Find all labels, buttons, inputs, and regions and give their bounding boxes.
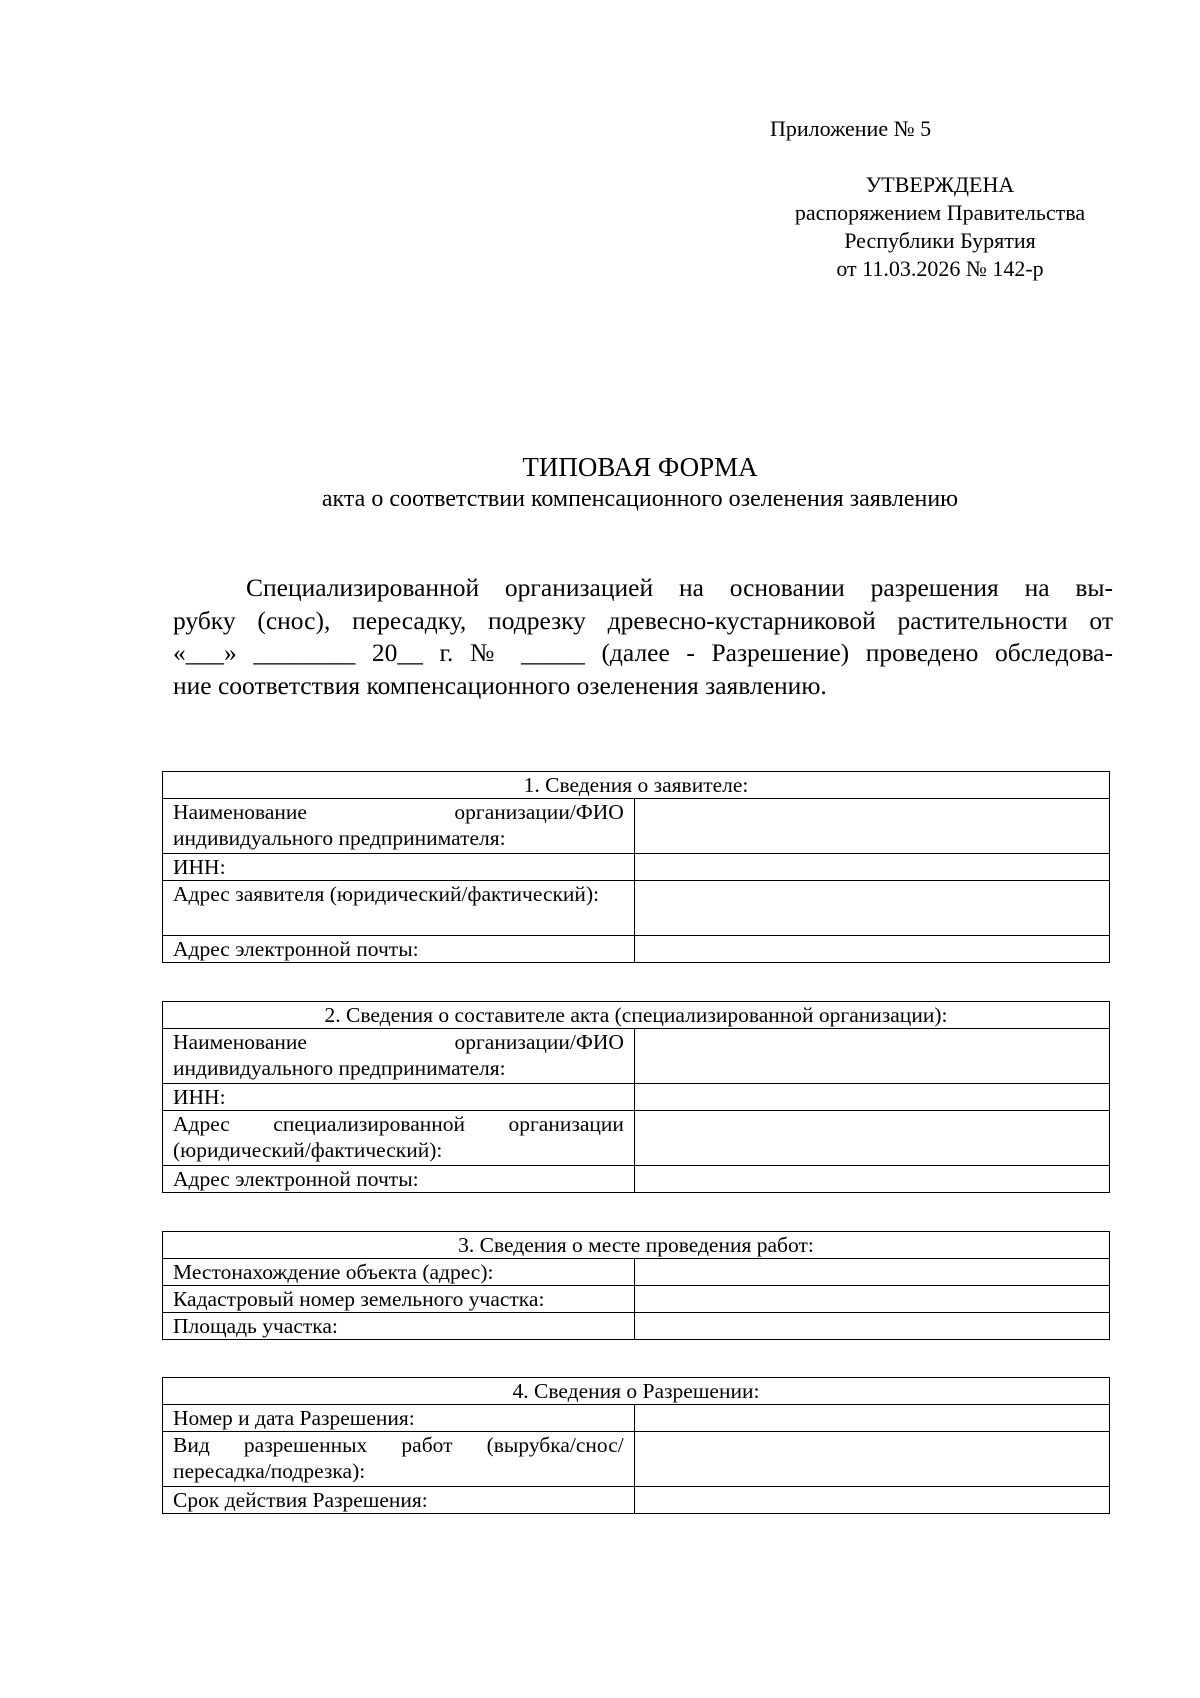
section-heading: 1. Сведения о заявителе: xyxy=(163,772,1110,799)
approved-region-line: Республики Бурятия xyxy=(844,228,1036,253)
field-value-cell[interactable] xyxy=(634,1259,1109,1286)
intro-line-3: «___» ________ 20__ г. № _____ (далее - Разрешение) проведено обследова- xyxy=(173,638,1113,667)
section-heading: 2. Сведения о составителе акта (специализированной организации): xyxy=(163,1002,1110,1029)
field-value-cell[interactable] xyxy=(634,854,1109,881)
form-subtitle: акта о соответствии компенсационного озеленения заявлению xyxy=(321,486,959,512)
field-label: Наименование организации/ФИО индивидуального предпринимателя: xyxy=(163,1029,635,1084)
field-label: Адрес заявителя (юридический/фактический): xyxy=(163,881,635,936)
field-value-cell[interactable] xyxy=(634,1166,1109,1193)
field-label: ИНН: xyxy=(163,854,635,881)
intro-paragraph xyxy=(173,572,1113,702)
field-label: Адрес электронной почты: xyxy=(163,936,635,963)
appendix-number: Приложение № 5 xyxy=(770,116,932,141)
field-label: Площадь участка: xyxy=(163,1313,635,1340)
section-heading: 4. Сведения о Разрешении: xyxy=(163,1378,1110,1405)
field-value-cell[interactable] xyxy=(634,1029,1109,1084)
field-label: Наименование организации/ФИО индивидуального предпринимателя: xyxy=(163,799,635,854)
section-author-table xyxy=(162,1001,1110,1193)
approval-block xyxy=(700,171,1180,283)
approved-date-line: от 11.03.2026 № 142-р xyxy=(836,256,1044,281)
field-value-cell[interactable] xyxy=(634,1286,1109,1313)
section-permit-table xyxy=(162,1377,1110,1514)
field-value-cell[interactable] xyxy=(634,1432,1109,1487)
field-value-cell[interactable] xyxy=(634,1111,1109,1166)
field-label: Вид разрешенных работ (вырубка/снос/ пересадка/подрезка): xyxy=(163,1432,635,1487)
form-title: ТИПОВАЯ ФОРМА xyxy=(522,452,758,482)
field-value-cell[interactable] xyxy=(634,1084,1109,1111)
section-heading: 3. Сведения о месте проведения работ: xyxy=(163,1232,1110,1259)
field-value-cell[interactable] xyxy=(634,1487,1109,1514)
intro-line-1: Специализированной организацией на основании разрешения на вы- xyxy=(246,573,1113,602)
field-value-cell[interactable] xyxy=(634,936,1109,963)
field-label: Адрес специализированной организации (юридический/фактический): xyxy=(163,1111,635,1166)
field-value-cell[interactable] xyxy=(634,881,1109,936)
section-applicant-table xyxy=(162,771,1110,963)
field-label: ИНН: xyxy=(163,1084,635,1111)
intro-line-2: рубку (снос), пересадку, подрезку древесно-кустарниковой растительности от xyxy=(173,605,1113,635)
section-site-table xyxy=(162,1231,1110,1340)
field-value-cell[interactable] xyxy=(634,1313,1109,1340)
intro-line-4: ние соответствия компенсационного озеленения заявлению. xyxy=(173,670,827,700)
field-value-cell[interactable] xyxy=(634,1405,1109,1432)
field-label: Кадастровый номер земельного участка: xyxy=(163,1286,635,1313)
field-label: Срок действия Разрешения: xyxy=(163,1487,635,1514)
approved-by-line: распоряжением Правительства xyxy=(794,200,1086,225)
field-label: Адрес электронной почты: xyxy=(163,1166,635,1193)
approved-label: УТВЕРЖДЕНА xyxy=(865,172,1015,197)
field-label: Номер и дата Разрешения: xyxy=(163,1405,635,1432)
field-label: Местонахождение объекта (адрес): xyxy=(163,1259,635,1286)
field-value-cell[interactable] xyxy=(634,799,1109,854)
